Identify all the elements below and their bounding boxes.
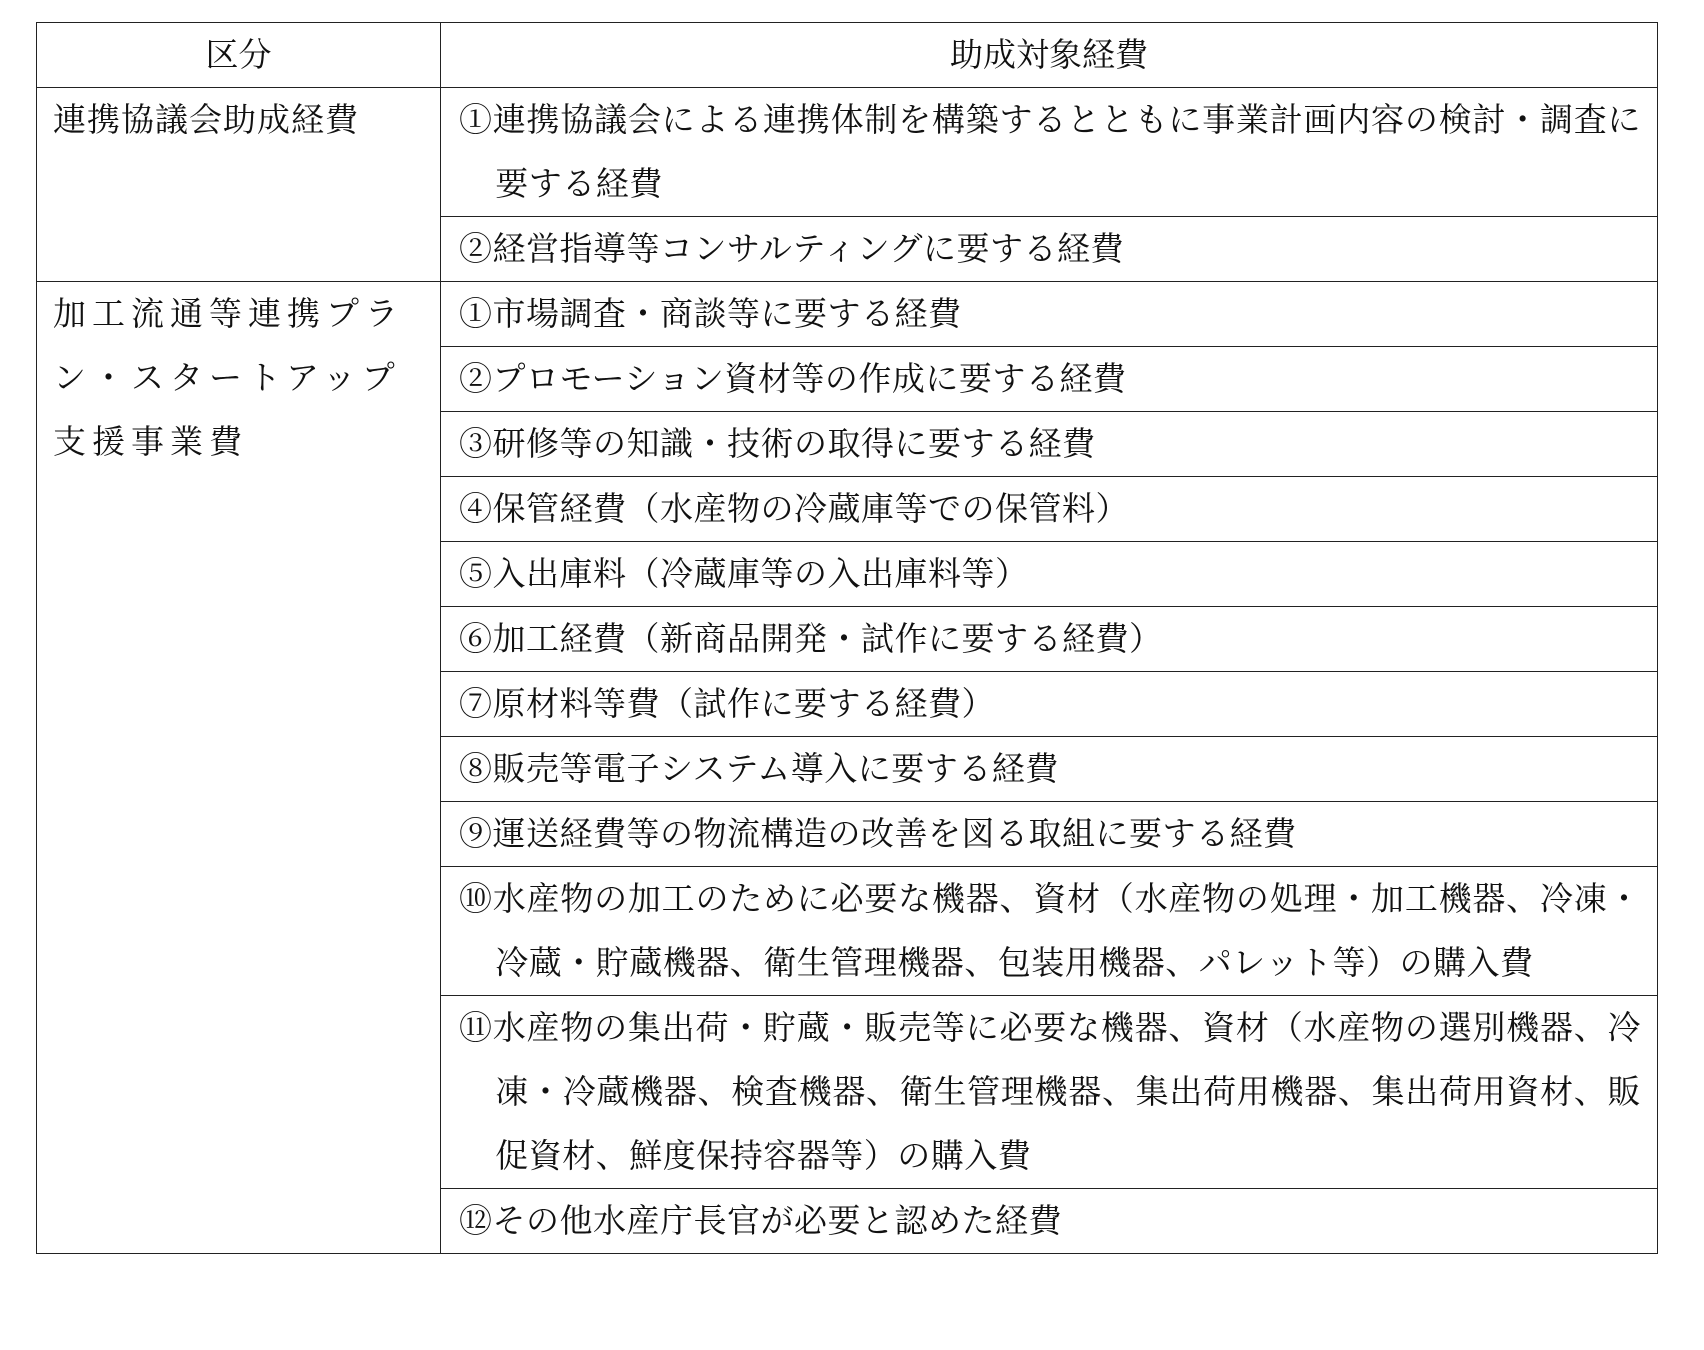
expense-item-cell	[441, 217, 1658, 282]
header-row	[37, 23, 1658, 88]
expense-item: ②経営指導等コンサルティングに要する経費	[459, 229, 1125, 268]
expense-item-cell	[441, 802, 1658, 867]
expense-item-cell	[441, 1189, 1658, 1254]
expense-item: ①連携協議会による連携体制を構築するとともに事業計画内容の検討・調査に要する経費	[459, 100, 1641, 203]
expense-item-cell	[441, 477, 1658, 542]
expense-item-cell	[441, 347, 1658, 412]
expense-item: ⑦原材料等費（試作に要する経費）	[459, 684, 995, 723]
expense-item-cell	[441, 996, 1658, 1189]
table-row	[37, 282, 1658, 347]
header-expenses: 助成対象経費	[441, 23, 1658, 88]
expense-item: ⑫その他水産庁長官が必要と認めた経費	[459, 1201, 1062, 1240]
expense-item: ⑩水産物の加工のために必要な機器、資材（水産物の処理・加工機器、冷凍・冷蔵・貯蔵機器、衛生管理機器、包装用機器、パレット等）の購入費	[459, 879, 1641, 982]
expense-item: ②プロモーション資材等の作成に要する経費	[459, 359, 1127, 398]
expense-item: ⑨運送経費等の物流構造の改善を図る取組に要する経費	[459, 814, 1297, 853]
expense-item-cell	[441, 672, 1658, 737]
expense-item: ③研修等の知識・技術の取得に要する経費	[459, 424, 1096, 463]
expense-item-cell	[441, 542, 1658, 607]
subsidy-expense-table	[36, 22, 1658, 1254]
category-cell: 連携協議会助成経費	[37, 88, 441, 282]
expense-item-cell	[441, 867, 1658, 996]
table-body	[37, 88, 1658, 1254]
expense-item: ①市場調査・商談等に要する経費	[459, 294, 962, 333]
header-category: 区分	[37, 23, 441, 88]
expense-item: ⑪水産物の集出荷・貯蔵・販売等に必要な機器、資材（水産物の選別機器、冷凍・冷蔵機器、検査機器、衛生管理機器、集出荷用機器、集出荷用資材、販促資材、鮮度保持容器等）の購入費	[459, 1008, 1642, 1175]
expense-item: ⑧販売等電子システム導入に要する経費	[459, 749, 1059, 788]
expense-item-cell	[441, 282, 1658, 347]
expense-item: ④保管経費（水産物の冷蔵庫等での保管料）	[459, 489, 1129, 528]
category-cell: 加工流通等連携プラン・スタートアップ支援事業費	[37, 282, 441, 1254]
table-header	[37, 23, 1658, 88]
expense-item-cell	[441, 607, 1658, 672]
expense-item-cell	[441, 88, 1658, 217]
expense-item: ⑤入出庫料（冷蔵庫等の入出庫料等）	[459, 554, 1029, 593]
table-row	[37, 88, 1658, 217]
expense-item-cell	[441, 737, 1658, 802]
expense-item: ⑥加工経費（新商品開発・試作に要する経費）	[459, 619, 1163, 658]
expense-item-cell	[441, 412, 1658, 477]
